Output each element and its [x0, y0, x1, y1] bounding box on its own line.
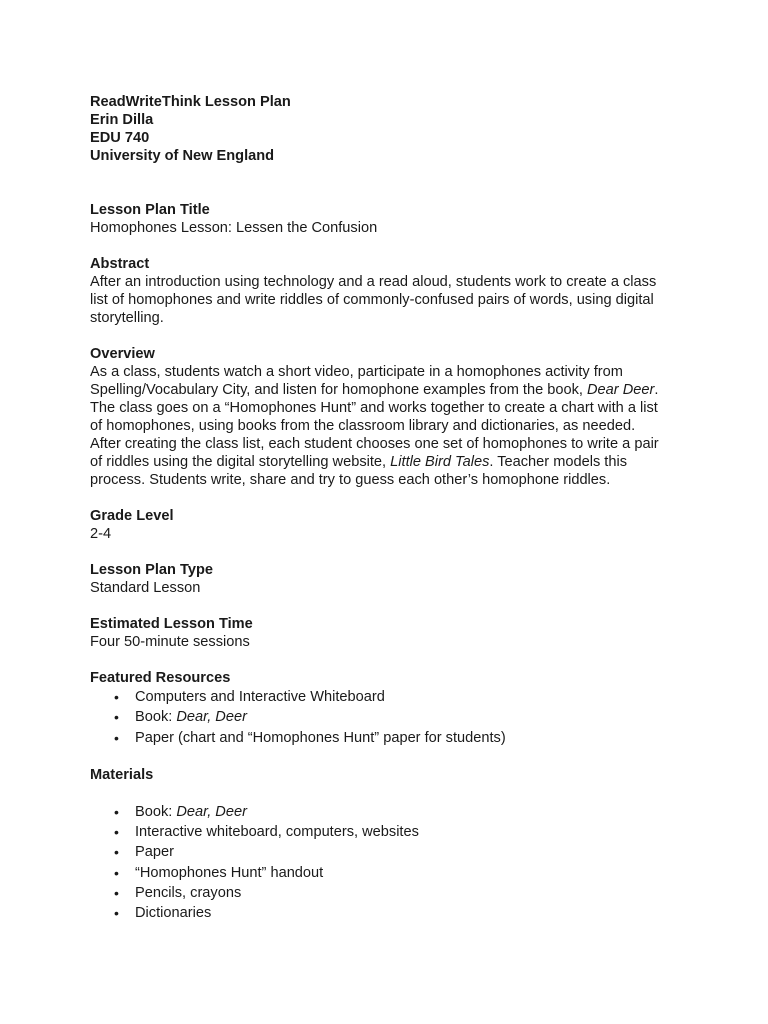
bullet-list [90, 802, 690, 924]
section-heading: Estimated Lesson Time [90, 616, 253, 632]
section-overview [90, 345, 690, 489]
header-author: Erin Dilla [90, 112, 154, 128]
section-grade-level [90, 507, 690, 543]
section-materials [90, 766, 690, 924]
list-item: • “Homophones Hunt” handout [90, 863, 690, 883]
text-line: process. Students write, share and try to guess each other’s homophone riddles. [90, 472, 611, 488]
website-title: Little Bird Tales [390, 454, 490, 470]
section-abstract [90, 255, 690, 327]
list-item: • Pencils, crayons [90, 883, 690, 903]
section-estimated-time [90, 615, 690, 651]
text-run: of riddles using the digital storytelling website, [90, 454, 391, 470]
section-text [90, 363, 690, 489]
list-item: • Computers and Interactive Whiteboard [90, 687, 690, 707]
text-line: The class goes on a “Homophones Hunt” and works together to create a chart with a list [90, 400, 658, 416]
text-run: Spelling/Vocabulary City, and listen for homophone examples from the book, [90, 382, 588, 398]
section-text: Homophones Lesson: Lessen the Confusion [90, 220, 378, 236]
text-run: Book: [135, 803, 177, 820]
list-item [90, 802, 690, 822]
section-lesson-plan-type [90, 561, 690, 597]
header-university: University of New England [90, 148, 275, 164]
section-heading: Overview [90, 346, 155, 362]
book-title: Dear, Deer [176, 803, 247, 820]
text-line: As a class, students watch a short video, participate in a homophones activity from [90, 364, 623, 380]
header-program: ReadWriteThink Lesson Plan [90, 94, 291, 110]
book-title: Dear Deer [587, 382, 655, 398]
section-lesson-plan-title [90, 201, 690, 237]
document-header [90, 93, 690, 165]
text-line: After creating the class list, each student chooses one set of homophones to write a pair [90, 436, 659, 452]
header-course: EDU 740 [90, 130, 150, 146]
book-title: Dear, Deer [176, 709, 247, 726]
text-line: After an introduction using technology and a read aloud, students work to create a class [90, 274, 657, 290]
document-page [90, 93, 690, 924]
section-heading: Lesson Plan Type [90, 562, 213, 578]
list-item: • Paper (chart and “Homophones Hunt” paper for students) [90, 728, 690, 748]
section-heading: Grade Level [90, 508, 174, 524]
text-run: . Teacher models this [489, 454, 628, 470]
text-line: storytelling. [90, 310, 164, 326]
text-line: of homophones, using books from the classroom library and dictionaries, as needed. [90, 418, 636, 434]
section-heading: Lesson Plan Title [90, 202, 210, 218]
section-text: Standard Lesson [90, 580, 201, 596]
text-run: Book: [135, 709, 177, 726]
section-text: Four 50-minute sessions [90, 634, 250, 650]
bullet-list [90, 687, 690, 748]
section-heading: Featured Resources [90, 670, 231, 686]
list-item: • Dictionaries [90, 903, 690, 923]
section-featured-resources [90, 669, 690, 748]
text-run: . [654, 382, 659, 398]
section-text [90, 273, 690, 327]
list-item: • Interactive whiteboard, computers, websites [90, 822, 690, 842]
section-heading: Abstract [90, 256, 150, 272]
section-text: 2-4 [90, 526, 112, 542]
list-item [90, 707, 690, 727]
text-line: list of homophones and write riddles of commonly-confused pairs of words, using digital [90, 292, 654, 308]
text-line [90, 453, 690, 471]
section-heading: Materials [90, 766, 154, 783]
list-item: • Paper [90, 842, 690, 862]
text-line [90, 381, 690, 399]
